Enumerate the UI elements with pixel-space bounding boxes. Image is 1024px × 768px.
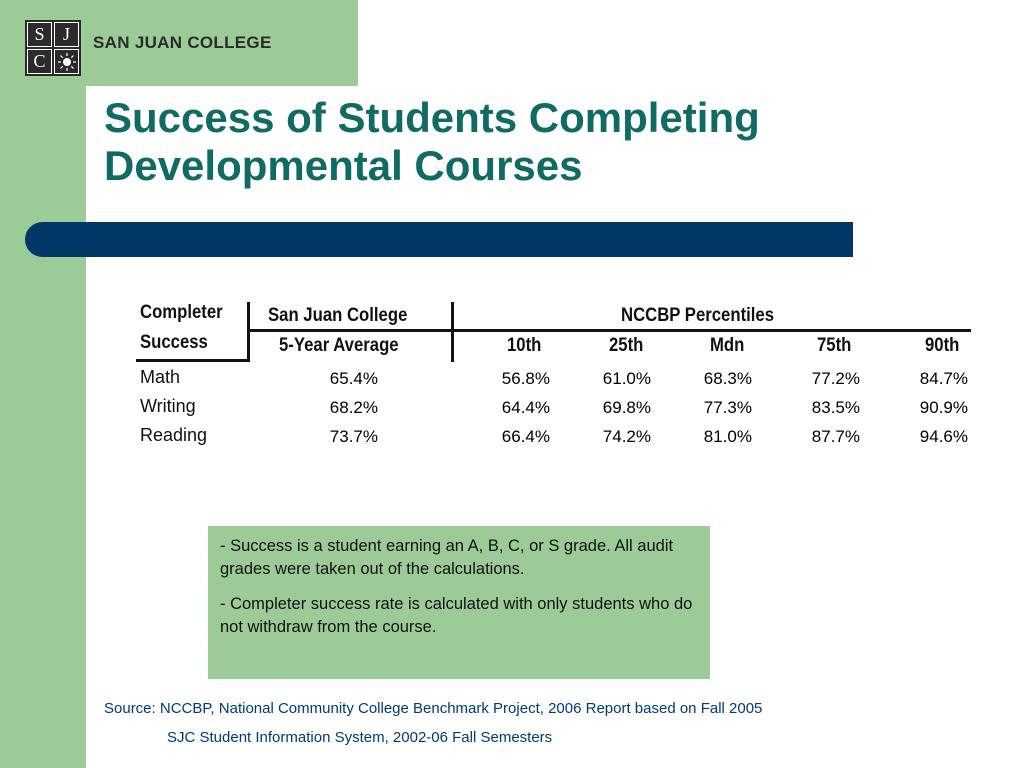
cell-75th: 83.5% (811, 398, 860, 417)
college-logo (25, 20, 81, 76)
header-nccbp-percentiles: NCCBP Percentiles (621, 305, 775, 326)
source-line-2: SJC Student Information System, 2002-06 Fall Semesters (167, 729, 553, 746)
title-divider-bar (25, 222, 853, 257)
cell-10th: 56.8% (501, 369, 550, 388)
cell-25th: 69.8% (602, 398, 651, 417)
left-green-panel (0, 0, 86, 768)
header-success: Success (140, 332, 208, 353)
slide-title (104, 94, 864, 190)
row-label-math: Math (140, 367, 181, 387)
logo-letter-c: C (27, 49, 52, 74)
cell-10th: 64.4% (501, 398, 550, 417)
logo-letter-j: J (54, 22, 79, 47)
cell-25th: 61.0% (602, 369, 651, 388)
header-rule-left (136, 359, 250, 362)
cell-mdn: 68.3% (703, 369, 752, 388)
title-line-1: Success of Students Completing (104, 94, 760, 141)
header-rule-mid (247, 329, 971, 332)
header-vrule-2 (451, 302, 454, 362)
row-label-writing: Writing (140, 396, 196, 416)
header-completer: Completer (140, 302, 223, 323)
logo-letter-s: S (27, 22, 52, 47)
cell-90th: 84.7% (919, 369, 968, 388)
cell-90th: 90.9% (919, 398, 968, 417)
header-vrule-1 (247, 302, 250, 362)
header-90th: 90th (925, 335, 960, 356)
header-25th: 25th (609, 335, 644, 356)
cell-10th: 66.4% (501, 427, 550, 446)
cell-75th: 77.2% (811, 369, 860, 388)
header-5yr-avg: 5-Year Average (279, 335, 399, 356)
title-line-2: Developmental Courses (104, 142, 583, 189)
cell-25th: 74.2% (602, 427, 651, 446)
header-mdn: Mdn (710, 335, 745, 356)
cell-sjc: 73.7% (329, 427, 378, 446)
header-sjc: San Juan College (268, 305, 408, 326)
notes-box (208, 526, 710, 679)
cell-sjc: 65.4% (329, 369, 378, 388)
college-name: SAN JUAN COLLEGE (93, 33, 272, 52)
cell-mdn: 77.3% (703, 398, 752, 417)
cell-mdn: 81.0% (703, 427, 752, 446)
cell-sjc: 68.2% (329, 398, 378, 417)
sun-icon (54, 49, 79, 74)
cell-90th: 94.6% (919, 427, 968, 446)
source-line-1: Source: NCCBP, National Community College Benchmark Project, 2006 Report based on Fall 2005 (104, 700, 763, 717)
note-success-definition: - Success is a student earning an A, B, C, or S grade. All audit grades were taken out of the calculations. (220, 537, 674, 578)
header-10th: 10th (507, 335, 542, 356)
cell-75th: 87.7% (811, 427, 860, 446)
row-label-reading: Reading (140, 425, 208, 445)
header-75th: 75th (817, 335, 852, 356)
note-completer-definition: - Completer success rate is calculated with only students who do not withdraw from the course. (220, 595, 693, 636)
